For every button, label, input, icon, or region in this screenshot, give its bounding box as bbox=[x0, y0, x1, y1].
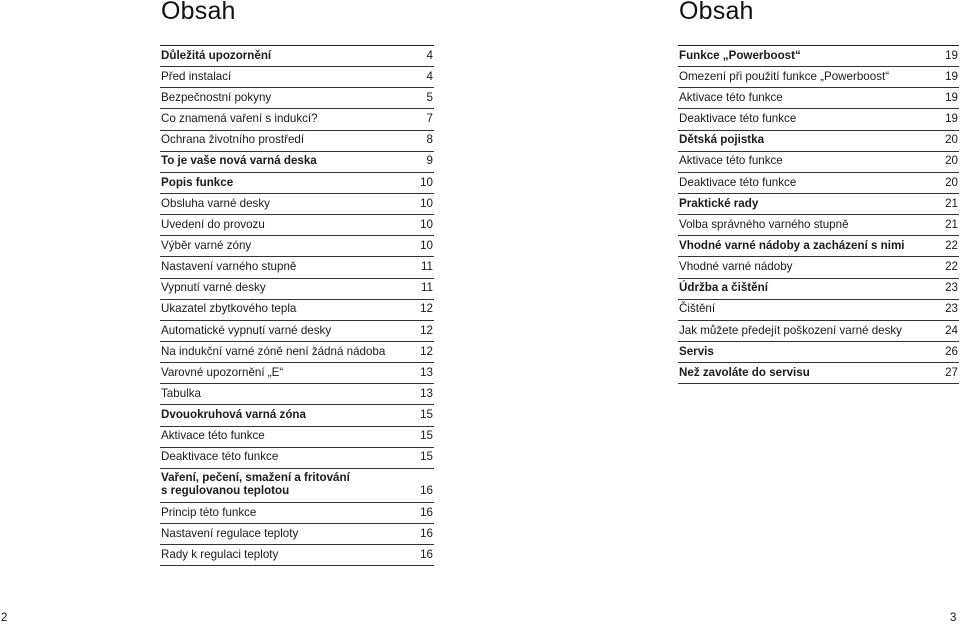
toc-entry-page: 15 bbox=[420, 429, 433, 443]
toc-entry-label: Rady k regulaci teploty bbox=[161, 547, 279, 561]
toc-entry[interactable] bbox=[160, 215, 434, 236]
toc-entry-label: Vaření, pečení, smažení a fritování s regulovanou teplotou bbox=[161, 471, 350, 498]
toc-entry[interactable] bbox=[160, 384, 434, 405]
toc-entry-label: Před instalací bbox=[161, 69, 232, 83]
toc-entry-label: Dětská pojistka bbox=[679, 133, 765, 147]
toc-entry-label: Jak můžete předejít poškození varné desky bbox=[679, 323, 902, 337]
toc-entry[interactable] bbox=[678, 109, 959, 130]
toc-entry-label: Tabulka bbox=[161, 386, 201, 400]
toc-entry-page: 19 bbox=[945, 69, 958, 83]
toc-entry-page: 19 bbox=[945, 90, 958, 104]
page-number-right: 3 bbox=[950, 612, 957, 624]
toc-entry-label: To je vaše nová varná deska bbox=[161, 154, 317, 168]
page-title-right: Obsah bbox=[679, 0, 754, 25]
toc-entry[interactable] bbox=[678, 321, 959, 342]
table-of-contents-left bbox=[160, 45, 434, 566]
toc-entry-page: 13 bbox=[420, 365, 433, 379]
toc-entry[interactable] bbox=[160, 524, 434, 545]
toc-entry-page: 13 bbox=[420, 386, 433, 400]
toc-entry-label: Deaktivace této funkce bbox=[161, 450, 279, 464]
toc-entry[interactable] bbox=[160, 194, 434, 215]
toc-entry[interactable] bbox=[678, 173, 959, 194]
toc-entry[interactable] bbox=[160, 173, 434, 194]
toc-entry-page: 5 bbox=[426, 90, 433, 104]
toc-entry[interactable] bbox=[160, 109, 434, 130]
toc-entry-label: Praktické rady bbox=[679, 196, 759, 210]
toc-entry-page: 19 bbox=[945, 48, 958, 62]
toc-entry-page: 12 bbox=[420, 344, 433, 358]
toc-entry-page: 10 bbox=[420, 217, 433, 231]
toc-entry[interactable] bbox=[678, 88, 959, 109]
toc-entry[interactable] bbox=[160, 545, 434, 566]
toc-entry-label: Popis funkce bbox=[161, 175, 234, 189]
toc-entry-page: 20 bbox=[945, 133, 958, 147]
toc-entry-page: 12 bbox=[420, 323, 433, 337]
toc-entry-page: 24 bbox=[945, 323, 958, 337]
toc-entry-page: 16 bbox=[420, 547, 433, 561]
toc-entry-label: Aktivace této funkce bbox=[679, 154, 783, 168]
toc-entry-label: Uvedení do provozu bbox=[161, 217, 265, 231]
toc-entry-label: Deaktivace této funkce bbox=[679, 112, 797, 126]
toc-entry-label: Princip této funkce bbox=[161, 505, 257, 519]
toc-entry-label: Než zavoláte do servisu bbox=[679, 365, 810, 379]
toc-entry-label: Automatické vypnutí varné desky bbox=[161, 323, 332, 337]
toc-entry-label: Varovné upozornění „E“ bbox=[161, 365, 284, 379]
toc-entry-label: Deaktivace této funkce bbox=[679, 175, 797, 189]
toc-entry-page: 22 bbox=[945, 260, 958, 274]
toc-entry[interactable] bbox=[160, 67, 434, 88]
toc-entry-label: Čištění bbox=[679, 302, 716, 316]
toc-entry-label: Nastavení regulace teploty bbox=[161, 526, 299, 540]
toc-entry-page: 26 bbox=[945, 344, 958, 358]
toc-entry[interactable] bbox=[160, 88, 434, 109]
toc-entry-label: Aktivace této funkce bbox=[161, 429, 265, 443]
toc-entry-page: 19 bbox=[945, 112, 958, 126]
toc-entry[interactable] bbox=[678, 257, 959, 278]
toc-entry-page: 16 bbox=[420, 526, 433, 540]
toc-entry[interactable] bbox=[160, 469, 434, 503]
toc-entry-page: 8 bbox=[426, 133, 433, 147]
toc-entry-page: 16 bbox=[420, 484, 433, 498]
toc-entry-page: 15 bbox=[420, 450, 433, 464]
toc-entry[interactable] bbox=[160, 236, 434, 257]
toc-entry-page: 4 bbox=[426, 48, 433, 62]
toc-entry-label: Servis bbox=[679, 344, 714, 358]
toc-entry[interactable] bbox=[678, 152, 959, 173]
toc-entry-page: 16 bbox=[420, 505, 433, 519]
toc-entry[interactable] bbox=[678, 131, 959, 152]
toc-entry-label: Údržba a čištění bbox=[679, 281, 768, 295]
toc-entry-label: Volba správného varného stupně bbox=[679, 217, 849, 231]
toc-entry-page: 10 bbox=[420, 175, 433, 189]
toc-entry[interactable] bbox=[160, 503, 434, 524]
toc-entry[interactable] bbox=[160, 131, 434, 152]
toc-entry[interactable] bbox=[160, 448, 434, 469]
toc-entry[interactable] bbox=[678, 46, 959, 67]
toc-entry-label: Na indukční varné zóně není žádná nádoba bbox=[161, 344, 386, 358]
toc-entry-page: 21 bbox=[945, 196, 958, 210]
toc-entry-label: Funkce „Powerboost“ bbox=[679, 48, 801, 62]
toc-entry[interactable] bbox=[160, 342, 434, 363]
toc-entry[interactable] bbox=[160, 46, 434, 67]
toc-entry-label: Ochrana životního prostředí bbox=[161, 133, 305, 147]
toc-entry-label: Aktivace této funkce bbox=[679, 90, 783, 104]
toc-entry-page: 9 bbox=[426, 154, 433, 168]
toc-entry-page: 7 bbox=[426, 112, 433, 126]
toc-entry-page: 4 bbox=[426, 69, 433, 83]
toc-entry-label: Důležitá upozornění bbox=[161, 48, 272, 62]
toc-entry-label: Omezení při použití funkce „Powerboost“ bbox=[679, 69, 890, 83]
toc-entry-page: 27 bbox=[945, 365, 958, 379]
toc-entry-page: 11 bbox=[420, 260, 433, 274]
toc-entry-label: Co znamená vaření s indukcí? bbox=[161, 112, 318, 126]
toc-entry-page: 10 bbox=[420, 238, 433, 252]
toc-entry[interactable] bbox=[160, 321, 434, 342]
toc-entry-page: 15 bbox=[420, 408, 433, 422]
toc-entry[interactable] bbox=[678, 236, 959, 257]
toc-entry[interactable] bbox=[160, 152, 434, 173]
toc-entry-page: 10 bbox=[420, 196, 433, 210]
toc-entry[interactable] bbox=[678, 215, 959, 236]
toc-entry-label: Vypnutí varné desky bbox=[161, 281, 266, 295]
toc-entry-page: 21 bbox=[945, 217, 958, 231]
toc-entry-page: 11 bbox=[420, 281, 433, 295]
toc-entry[interactable] bbox=[678, 342, 959, 363]
toc-entry-page: 23 bbox=[945, 281, 958, 295]
table-of-contents-right bbox=[678, 45, 959, 384]
toc-entry[interactable] bbox=[678, 194, 959, 215]
toc-entry[interactable] bbox=[678, 363, 959, 384]
toc-entry-label: Výběr varné zóny bbox=[161, 238, 252, 252]
toc-entry[interactable] bbox=[160, 405, 434, 426]
toc-entry-label: Obsluha varné desky bbox=[161, 196, 270, 210]
toc-entry-label: Ukazatel zbytkového tepla bbox=[161, 302, 297, 316]
toc-entry[interactable] bbox=[160, 257, 434, 278]
toc-entry[interactable] bbox=[160, 300, 434, 321]
toc-entry-page: 12 bbox=[420, 302, 433, 316]
toc-entry[interactable] bbox=[160, 363, 434, 384]
toc-entry[interactable] bbox=[160, 427, 434, 448]
toc-entry-page: 22 bbox=[945, 238, 958, 252]
toc-entry-label: Dvouokruhová varná zóna bbox=[161, 408, 306, 422]
toc-entry[interactable] bbox=[678, 300, 959, 321]
toc-entry-label: Vhodné varné nádoby a zacházení s nimi bbox=[679, 238, 905, 252]
toc-entry[interactable] bbox=[678, 279, 959, 300]
toc-entry-page: 23 bbox=[945, 302, 958, 316]
toc-entry-page: 20 bbox=[945, 154, 958, 168]
toc-entry[interactable] bbox=[160, 279, 434, 300]
toc-entry-page: 20 bbox=[945, 175, 958, 189]
toc-entry-label: Vhodné varné nádoby bbox=[679, 260, 793, 274]
toc-entry-label: Bezpečnostní pokyny bbox=[161, 90, 272, 104]
toc-entry-label: Nastavení varného stupně bbox=[161, 260, 297, 274]
toc-entry[interactable] bbox=[678, 67, 959, 88]
page-title-left: Obsah bbox=[161, 0, 236, 25]
page-number-left: 2 bbox=[1, 612, 8, 624]
